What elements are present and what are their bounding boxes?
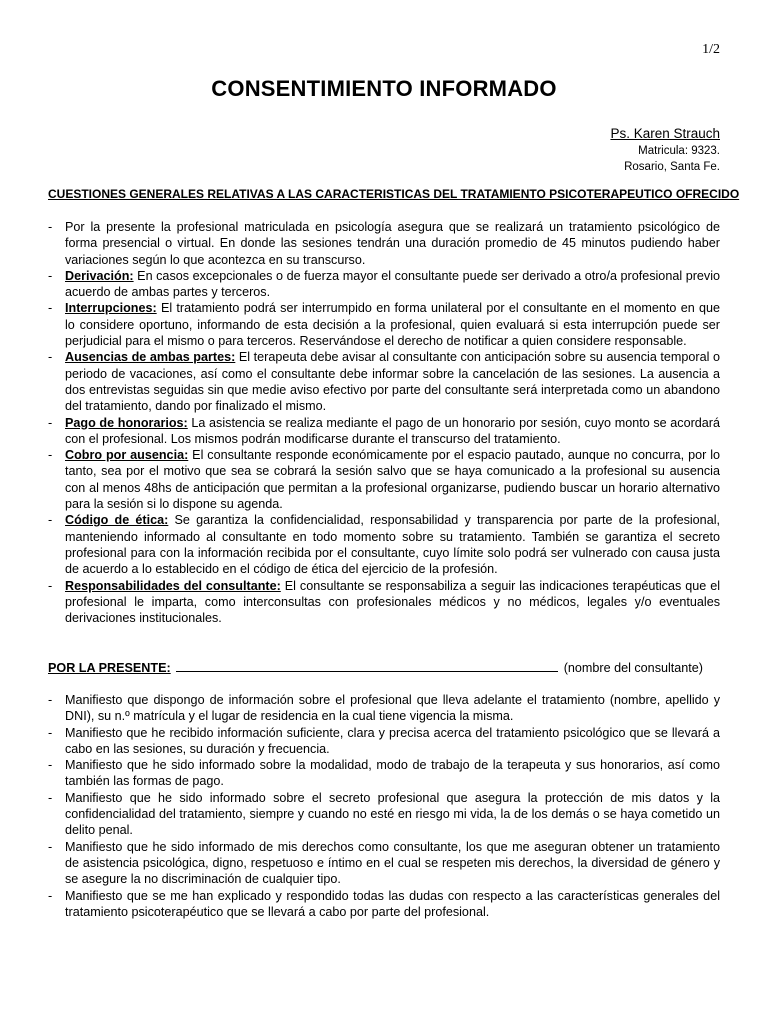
list-item: - Manifiesto que he sido informado sobre la modalidad, modo de trabajo de la terapeuta y sus honorarios, así como también las formas de pago.	[48, 758, 720, 789]
term-pago-honorarios: Pago de honorarios:	[65, 415, 188, 430]
por-la-presente-line	[48, 660, 720, 676]
list-item: - Interrupciones: El tratamiento podrá ser interrumpido en forma unilateral por el consultante en el momento en que lo considere oportuno, informando de esta decisión a la profesional, quien evaluará si esta interrupción puede ser perjudicial para el mismo o para terceros. Reservándose el derecho de notificar a quien considere responsable.	[48, 301, 720, 349]
author-block	[610, 125, 720, 175]
list-item: - Manifiesto que he sido informado sobre el secreto profesional que asegura la protección de mis datos y la confidencialidad del tratamiento, siempre y cuando no esté en riesgo mi vida, la de los demás o se haya cometido un delito penal.	[48, 790, 720, 838]
term-interrupciones: Interrupciones:	[65, 301, 157, 316]
list-item: - Por la presente la profesional matriculada en psicología asegura que se realizará un tratamiento psicológico de forma presencial o virtual. En donde las sesiones tendrán una duración promedio de 45 minutos pudiendo haber variaciones según lo que acontezca en su transcurso.	[48, 220, 720, 267]
consultant-name-field[interactable]	[176, 661, 558, 672]
por-la-presente-label: POR LA PRESENTE:	[48, 661, 171, 675]
list-item: - Manifiesto que he sido informado de mis derechos como consultante, los que me aseguran obtener un tratamiento de asistencia psicológica, digno, respetuoso e íntimo en el cual se respeten mis derechos, la diversidad de género y se asegure la no discriminación de cualquier tipo.	[48, 839, 720, 887]
term-ausencias: Ausencias de ambas partes:	[65, 350, 236, 365]
conditions-list	[48, 219, 720, 626]
author-location: Rosario, Santa Fe.	[624, 161, 720, 173]
term-responsabilidades: Responsabilidades del consultante:	[65, 578, 281, 593]
list-item: - Manifiesto que se me han explicado y respondido todas las dudas con respecto a las características generales del tratamiento psicoterapéutico que se llevará a cabo por parte del profesional.	[48, 888, 720, 919]
por-la-presente-suffix: (nombre del consultante)	[563, 661, 703, 675]
list-item: - Pago de honorarios: La asistencia se realiza mediante el pago de un honorario por sesión, cuyo monto se acordará con el profesional. Los mismos podrán modificarse durante el transcurso del tratamiento.	[48, 415, 720, 446]
term-codigo-etica: Código de ética:	[65, 513, 169, 528]
list-item: - Cobro por ausencia: El consultante responde económicamente por el espacio pautado, aunque no concurra, por lo tanto, sea por el motivo que sea se cobrará la sesión salvo que se haya comunicado a la profesional su ausencia con al menos 48hs de anticipación que permitan a la profesional organizarse, pudiendo buscar un horario alternativo para la sesión si lo dispone su agenda.	[48, 448, 720, 512]
list-item: - Derivación: En casos excepcionales o de fuerza mayor el consultante puede ser derivado a otro/a profesional previo acuerdo de ambas partes y terceros.	[48, 268, 720, 300]
author-name: Ps. Karen Strauch	[610, 126, 720, 141]
list-item: - Responsabilidades del consultante: El consultante se responsabiliza a seguir las indicaciones terapéuticas que el profesional le imparta, como interconsultas con profesionales médicos y no médicos, legales y/o eventuales derivaciones institucionales.	[48, 578, 720, 626]
list-item: - Código de ética: Se garantiza la confidencialidad, responsabilidad y transparencia por parte de la profesional, manteniendo informado al consultante en todo momento sobre su tratamiento. También se garantiza el secreto profesional para con la información recibida por el consultante, cuyo límite solo podrá ser vulnerado con causa justa de acuerdo a lo establecido en el código de ética del ejercicio de la profesión.	[48, 513, 720, 577]
term-derivacion: Derivación:	[65, 268, 134, 283]
section-heading: CUESTIONES GENERALES RELATIVAS A LAS CARACTERISTICAS DEL TRATAMIENTO PSICOTERAPEUTICO OFRECIDO	[48, 187, 740, 201]
list-item: - Ausencias de ambas partes: El terapeuta debe avisar al consultante con anticipación sobre su ausencia temporal o periodo de vacaciones, así como el consultante debe informar sobre la cancelación de las sesiones. La ausencia a dos entrevistas seguidas sin que medie aviso efectivo por parte del consultante será interpretada como un abandono del tratamiento, dando por finalizado el mismo.	[48, 350, 720, 414]
author-matricula: Matricula: 9323.	[638, 145, 720, 157]
document-title: CONSENTIMIENTO INFORMADO	[211, 76, 557, 101]
list-item: - Manifiesto que he recibido información suficiente, clara y precisa acerca del tratamiento psicológico que se llevará a cabo en las sesiones, su duración y frecuencia.	[48, 725, 720, 756]
list-item: - Manifiesto que dispongo de información sobre el profesional que lleva adelante el tratamiento (nombre, apellido y DNI), su n.º matrícula y el lugar de residencia en la cual tiene vigencia la misma.	[48, 693, 720, 724]
declarations-list	[48, 692, 720, 920]
page-number: 1/2	[702, 42, 720, 57]
term-cobro-ausencia: Cobro por ausencia:	[65, 448, 189, 463]
